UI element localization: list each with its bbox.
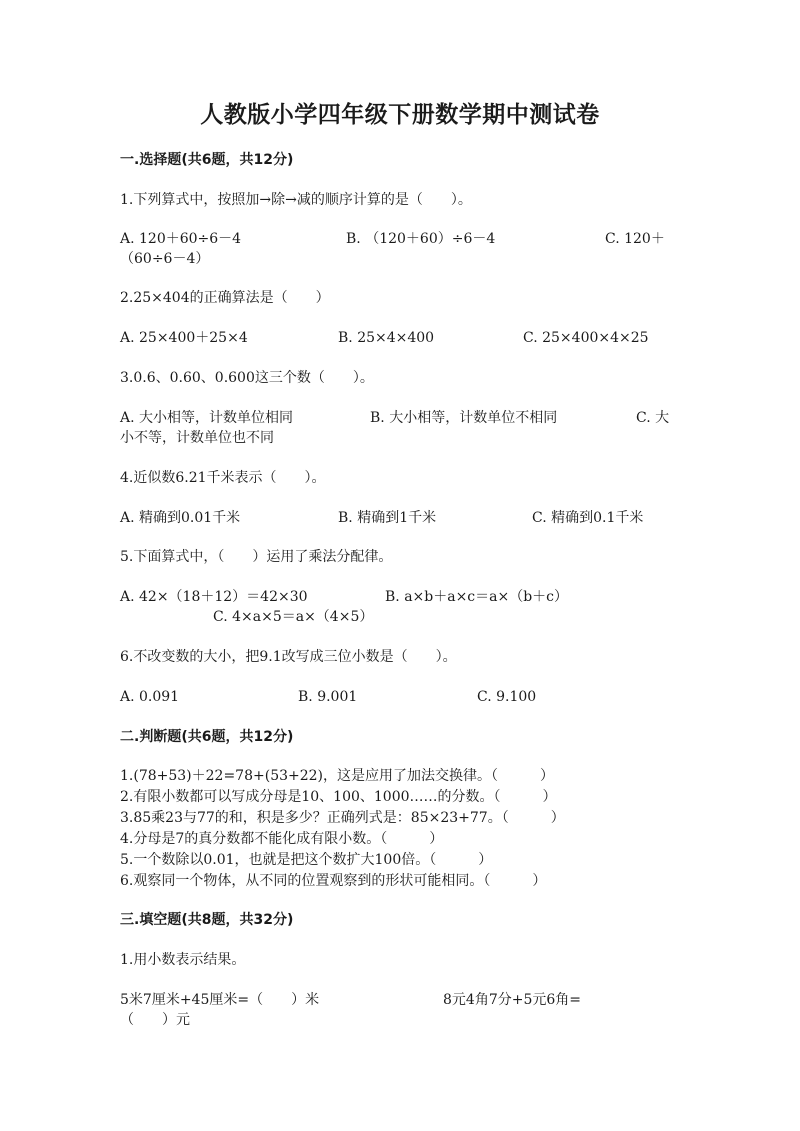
judgement-item: 3.85乘23与77的和，积是多少？正确列式是：85×23+77。（ ） bbox=[120, 810, 565, 826]
fill-part: 8元4角7分+5元6角= bbox=[443, 992, 581, 1008]
section-heading-choice: 一.选择题(共6题，共12分) bbox=[120, 152, 294, 168]
judgement-item: 1.(78+53)＋22=78+(53+22)，这是应用了加法交换律。（ ） bbox=[120, 768, 555, 784]
option-a: A. 120＋60÷6－4 bbox=[120, 231, 242, 247]
option-a: A. 大小相等，计数单位相同 bbox=[120, 410, 294, 426]
option-c: C. 精确到0.1千米 bbox=[532, 510, 644, 526]
option-a: A. 42×（18＋12）＝42×30 bbox=[120, 589, 308, 605]
section-heading-fill: 三.填空题(共8题，共32分) bbox=[120, 912, 294, 928]
option-c: C. 9.100 bbox=[477, 689, 537, 705]
option-c: C. 4×a×5＝a×（4×5） bbox=[213, 609, 374, 625]
question-stem: 4.近似数6.21千米表示（ ）。 bbox=[120, 470, 326, 486]
option-b: B. 9.001 bbox=[298, 689, 358, 705]
option-b: B. 25×4×400 bbox=[338, 330, 435, 346]
question-stem: 1.下列算式中，按照加→除→减的顺序计算的是（ ）。 bbox=[120, 192, 472, 208]
section-heading-judgement: 二.判断题(共6题，共12分) bbox=[120, 729, 294, 745]
option-c-continued: （60÷6－4） bbox=[120, 251, 210, 267]
option-b: B. （120＋60）÷6－4 bbox=[346, 231, 496, 247]
fill-part: 5米7厘米+45厘米=（ ）米 bbox=[120, 992, 320, 1008]
judgement-item: 5.一个数除以0.01，也就是把这个数扩大100倍。（ ） bbox=[120, 852, 493, 868]
option-c: C. 大 bbox=[636, 410, 670, 426]
option-c: C. 25×400×4×25 bbox=[523, 330, 649, 346]
option-b: B. 精确到1千米 bbox=[338, 510, 437, 526]
question-stem: 5.下面算式中，（ ）运用了乘法分配律。 bbox=[120, 549, 393, 565]
judgement-item: 2.有限小数都可以写成分母是10、100、1000……的分数。（ ） bbox=[120, 789, 557, 805]
page-title: 人教版小学四年级下册数学期中测试卷 bbox=[200, 102, 600, 128]
option-a: A. 25×400＋25×4 bbox=[120, 330, 248, 346]
question-stem: 3.0.6、0.60、0.600这三个数（ ）。 bbox=[120, 370, 374, 386]
option-a: A. 0.091 bbox=[120, 689, 180, 705]
option-c: C. 120＋ bbox=[605, 231, 665, 247]
option-b: B. 大小相等，计数单位不相同 bbox=[370, 410, 558, 426]
judgement-item: 4.分母是7的真分数都不能化成有限小数。（ ） bbox=[120, 831, 444, 847]
judgement-item: 6.观察同一个物体，从不同的位置观察到的形状可能相同。（ ） bbox=[120, 873, 547, 889]
option-a: A. 精确到0.01千米 bbox=[120, 510, 241, 526]
question-stem: 6.不改变数的大小，把9.1改写成三位小数是（ ）。 bbox=[120, 649, 457, 665]
option-b: B. a×b＋a×c＝a×（b＋c） bbox=[385, 589, 569, 605]
option-c-continued: 小不等，计数单位也不同 bbox=[120, 430, 274, 446]
question-stem: 2.25×404的正确算法是（ ） bbox=[120, 290, 330, 306]
question-stem: 1.用小数表示结果。 bbox=[120, 952, 246, 968]
fill-part-continued: （ ）元 bbox=[120, 1012, 190, 1028]
